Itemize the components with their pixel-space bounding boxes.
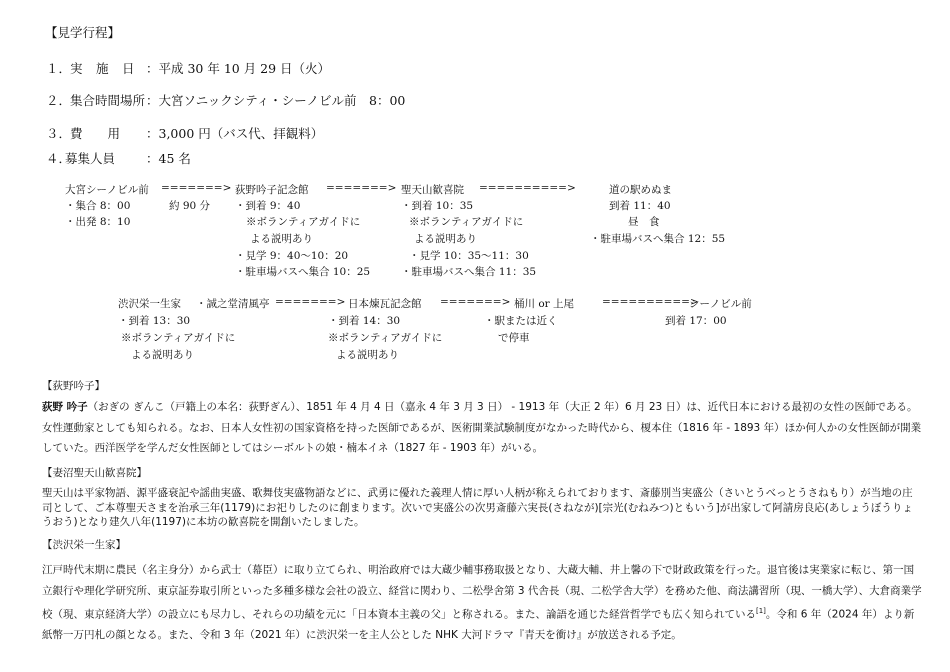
item-capacity-num: ４． [46, 151, 72, 166]
stop-omiya-title: 大宮シーノビル前 [65, 184, 149, 196]
stop-omiya-line2: ・出発 8：10 [65, 216, 131, 228]
shibusawa-text: 江戸時代末期に農民（名主身分）から武士（幕臣）に取り立てられ、明治政府では大蔵少輔事務取扱となり、大蔵大輔、井上馨の下で財政政策を行った。退官後は実業家に転じ、第一国立銀行や理化学研究所、東京証券取引所といった多種多様な会社の設立、経営に関わり、二松學舍第 3 代舎長（現、二松学舎大学）を務めた他、商法講習所（現、一橋大学）、大倉商業学校（現、東京経済大学）の設立にも尽力し、それらの功績を元に「日本資本主義の父」と称される。また、論語を通じた経営哲学でも広く知られている [42, 564, 922, 621]
travel-time: 約 90 分 [169, 200, 211, 212]
section-body-shibusawa [42, 560, 922, 646]
arrow-6: ==========> [602, 296, 699, 308]
stop-menuma-line1: 到着 11：40 [609, 200, 671, 212]
stop-shoden-title: 聖天山歓喜院 [401, 184, 464, 196]
section-heading-ogino: 【荻野吟子】 [42, 380, 105, 392]
stop-seeno-line1: 到着 17：00 [665, 315, 727, 327]
item-cost-num: ３． [46, 126, 72, 141]
stop-shoden-line2: ※ボランティアガイドに [409, 216, 524, 228]
stop-ogino-line1: ・到着 9：40 [235, 200, 301, 212]
stop-shoden-line5: ・駐車場バスへ集合 11：35 [401, 266, 537, 278]
item-meeting-num: ２． [46, 93, 72, 108]
stop-omiya-line1: ・集合 8：00 [65, 200, 131, 212]
section-heading-shibusawa: 【渋沢栄一生家】 [42, 539, 126, 551]
arrow-5: =======> [440, 296, 511, 308]
stop-okegawa-title: 桶川 or 上尾 [514, 298, 575, 310]
stop-renga-line2: ※ボランティアガイドに [328, 332, 443, 344]
footnote-link[interactable]: [1] [756, 607, 766, 615]
item-capacity-label: 募集人員 [65, 151, 116, 166]
stop-ogino-line2: ※ボランティアガイドに [246, 216, 361, 228]
stop-shibusawa-line3: よる説明あり [131, 349, 194, 361]
stop-ogino-title: 荻野吟子記念館 [235, 184, 309, 196]
item-cost-label: 費 用 [70, 126, 121, 141]
ogino-name: 荻野 吟子 [42, 401, 88, 413]
ogino-text: （おぎの ぎんこ（戸籍上の本名：荻野ぎん）、1851 年 4 月 4 日（嘉永 4 年 3 月 3 日） - 1913 年（大正 2 年）6 月 23 日）は、近代日本における最初の女性の医師である。女性運動家としても知られる。なお、日本人女性初の国家資格を持った医師であるが、医術開業試験制度がなかった時代から、榎本住（1816 年 - 1893 年）ほか何人かの女性医師が開業していた。西洋医学を学んだ女性医師としてはシーボルトの娘・楠本イネ（1827 年 - 1903 年）がいる。 [42, 401, 922, 454]
stop-seeno-title: シーノビル前 [689, 298, 752, 310]
stop-seienseifutei-title: ・誠之堂清風亭 [196, 298, 270, 310]
stop-menuma-line2: 昼 食 [628, 216, 660, 228]
arrow-1: =======> [161, 182, 232, 194]
stop-ogino-line5: ・駐車場バスへ集合 10：25 [235, 266, 371, 278]
stop-shoden-line4: ・見学 10：35〜11：30 [409, 250, 529, 262]
arrow-2: =======> [326, 182, 397, 194]
section-body-ogino [42, 397, 922, 459]
stop-okegawa-line2: で停車 [498, 332, 530, 344]
item-meeting-value: ：大宮ソニックシティ・シーノビル前 8：00 [146, 93, 406, 108]
stop-ogino-line4: ・見学 9：40〜10：20 [235, 250, 349, 262]
section-heading-shoden: 【妻沼聖天山歓喜院】 [42, 467, 147, 479]
arrow-4: =======> [275, 296, 346, 308]
stop-menuma-line3: ・駐車場バスへ集合 12：55 [590, 233, 726, 245]
item-date-num: １． [46, 61, 72, 76]
item-capacity-value: ：45 名 [146, 151, 191, 166]
stop-shibusawa-title: 渋沢栄一生家 [118, 298, 181, 310]
stop-shibusawa-line2: ※ボランティアガイドに [121, 332, 236, 344]
arrow-3: ==========> [479, 182, 576, 194]
stop-renga-title: 日本煉瓦記念館 [348, 298, 422, 310]
item-date-label: 実 施 日 [70, 61, 136, 76]
page-title: 【見学行程】 [45, 25, 121, 40]
stop-shibusawa-line1: ・到着 13：30 [118, 315, 191, 327]
stop-shoden-line1: ・到着 10：35 [401, 200, 474, 212]
shibusawa-text-2: 。令和 6 年（2024 年）より新紙幣一万円札の顔となる。また、令和 3 年（2021 年）に渋沢栄一を主人公とした NHK 大河ドラマ『青天を衝け』が放送される予定。 [42, 608, 915, 641]
stop-shoden-line3: よる説明あり [414, 233, 477, 245]
stop-okegawa-line1: ・駅または近く [484, 315, 558, 327]
item-meeting-label: 集合時間場所 [70, 93, 146, 108]
stop-renga-line1: ・到着 14：30 [328, 315, 401, 327]
stop-renga-line3: よる説明あり [336, 349, 399, 361]
section-body-shoden: 聖天山は平家物語、源平盛衰記や謡曲実盛、歌舞伎実盛物語などに、武勇に優れた義理人情に厚い人柄が称えられております、斎藤別当実盛公（さいとうべっとうさねもり）が当地の庄司として、ご本尊聖天さまを治承三年(1179)にお祀りしたのに創まります。次いで実盛公の次男斎藤六実長(さねなが)[宗光(むねみつ)ともいう]が出家して阿請房良応(あしょうぼうりょうおう)となり建久八年(1197)に本坊の歓喜院を開創いたしました。 [42, 487, 913, 528]
stop-menuma-title: 道の駅めぬま [609, 184, 672, 196]
stop-ogino-line3: よる説明あり [250, 233, 313, 245]
item-date-value: ：平成 30 年 10 月 29 日（火） [146, 61, 331, 76]
item-cost-value: ：3,000 円（バス代、拝観料） [146, 126, 324, 141]
